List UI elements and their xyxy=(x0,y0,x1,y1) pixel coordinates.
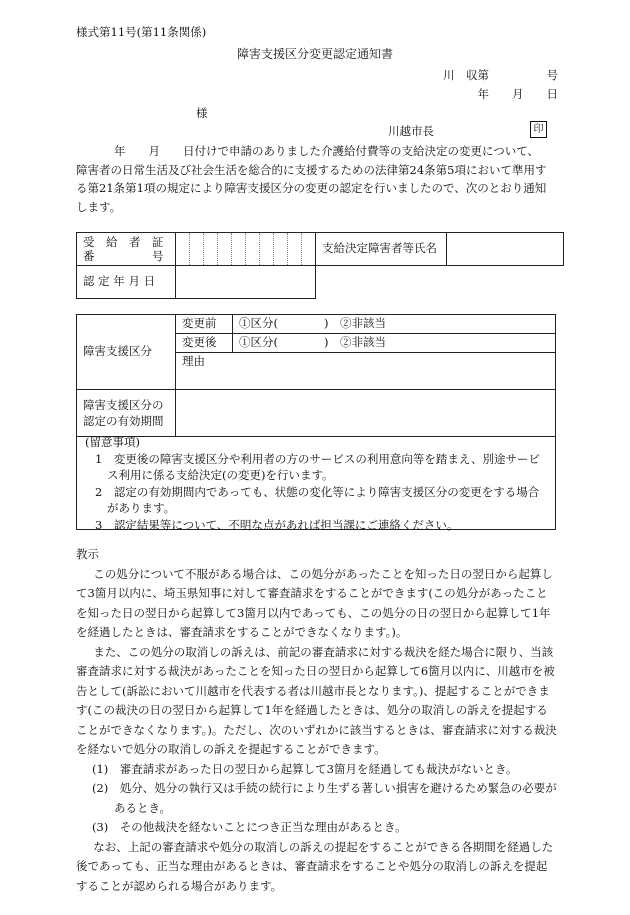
recipient-table xyxy=(76,232,564,299)
issue-date-line: 年 月 日 xyxy=(477,87,558,101)
form-number: 様式第11号(第11条関係) xyxy=(76,25,207,39)
digit-boxes xyxy=(176,233,315,265)
intro-line-1: 年 月 日付けで申請のありました介護給付費等の支給決定の変更について、 xyxy=(114,144,540,158)
recipient-name-value[interactable] xyxy=(447,233,564,266)
notes-box xyxy=(76,432,556,530)
seal-stamp: 印 xyxy=(530,121,547,138)
instruction-section xyxy=(76,545,558,896)
recipient-name-label: 支給決定障害者等氏名 xyxy=(316,233,447,266)
certification-date-label: 認 定 年 月 日 xyxy=(77,266,176,299)
validity-label-line2: 認定の有効期間 xyxy=(83,414,164,428)
instruction-item: (3) その他裁決を経ないことにつき正当な理由があるとき。 xyxy=(92,820,407,834)
instruction-paragraph-3: なお、上記の審査請求や処分の取消しの訴えの提起をすることができる各期間を経過した後であっても、正当な理由があるときは、審査請求をすることや処分の取消しの訴えを提起することが認められる場合があります。 xyxy=(76,839,554,893)
before-label: 変更前 xyxy=(176,315,233,334)
certification-date-value[interactable] xyxy=(176,266,316,299)
notes-heading: (留意事項) xyxy=(85,435,140,449)
note-item: 1 変更後の障害支援区分や利用者の方のサービスの利用意向等を踏まえ、別途サービス利用に係る支給決定(の変更)を行います。 xyxy=(95,451,541,482)
validity-value[interactable] xyxy=(176,390,556,437)
validity-label xyxy=(77,390,176,437)
after-label: 変更後 xyxy=(176,334,233,353)
recipient-number-cells[interactable] xyxy=(176,233,316,266)
note-item: 3 認定結果等について、不明な点があれば担当課にご連絡ください。 xyxy=(95,517,459,532)
issue-number-line: 川 収第 号 xyxy=(443,68,558,82)
addressee-suffix: 様 xyxy=(196,106,208,120)
instruction-item: (1) 審査請求があった日の翌日から起算して3箇月を経過しても裁決がないとき。 xyxy=(92,761,518,776)
category-table xyxy=(76,314,556,437)
recipient-number-label xyxy=(77,233,176,266)
note-item: 2 認定の有効期間内であっても、状態の変化等により障害支援区分の変更をする場合があります。 xyxy=(95,484,540,515)
instruction-paragraph-2: また、この処分の取消しの訴えは、前記の審査請求に対する裁決を経た場合に限り、当該審査請求に対する裁決があったことを知った日の翌日から起算して6箇月以内に、川越市を被告として(訴訟において川越市を代表する者は川越市長となります。)、提起することができます(この裁決の日の翌日から起算して1年を経過したときは、処分の取消しの訴えを提起することができなくなります。)。ただし、次のいずれかに該当するときは、審査請求に対する裁決を経ないで処分の取消しの訴えを提起することができます。 xyxy=(76,644,557,756)
intro-paragraph xyxy=(76,142,556,216)
recipient-label-line2: 番 号 xyxy=(83,249,164,263)
before-option[interactable]: ①区分( ) ②非該当 xyxy=(233,315,556,334)
issuer-name: 川越市長 xyxy=(388,124,434,138)
document-title: 障害支援区分変更認定通知書 xyxy=(236,47,393,61)
instruction-paragraph-1: この処分について不服がある場合は、この処分があったことを知った日の翌日から起算して3箇月以内に、埼玉県知事に対して審査請求をすることができます(この処分があったことを知った日の翌日から起算して3箇月以内であっても、この処分の日の翌日から起算して1年を経過したときは、審査請求をすることができなくなります。)。 xyxy=(76,566,553,639)
intro-rest: 障害者の日常生活及び社会生活を総合的に支援するための法律第24条第5項において準用する第21条第1項の規定により障害支援区分の変更の認定を行いましたので、次のとおり通知します。 xyxy=(76,162,547,214)
validity-label-line1: 障害支援区分の xyxy=(83,398,164,412)
reason-cell[interactable] xyxy=(176,353,556,390)
after-option[interactable]: ①区分( ) ②非該当 xyxy=(233,334,556,353)
recipient-label-line1: 受 給 者 証 xyxy=(83,235,164,249)
instruction-item: (2) 処分、処分の執行又は手続の続行により生ずる著しい損害を避けるため緊急の必要があるとき。 xyxy=(92,781,557,815)
instruction-heading: 教示 xyxy=(76,547,99,561)
reason-label: 理由 xyxy=(182,354,205,368)
category-label: 障害支援区分 xyxy=(77,315,176,390)
